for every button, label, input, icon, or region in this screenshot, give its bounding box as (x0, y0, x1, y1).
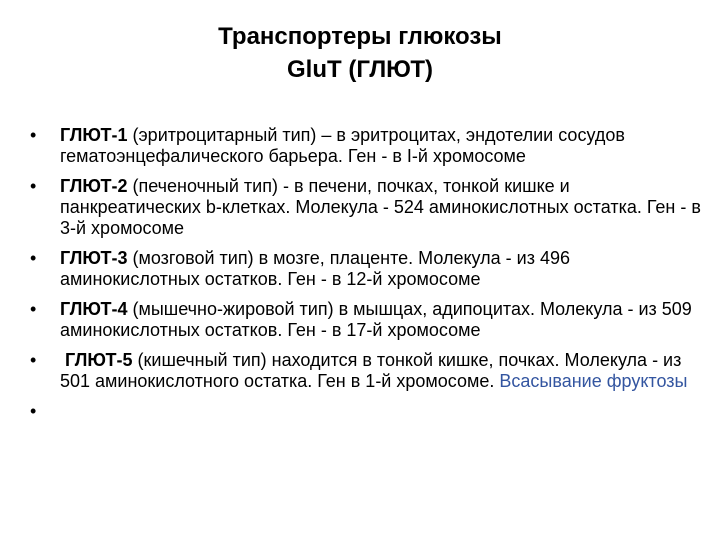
bullet-term: ГЛЮТ-2 (60, 176, 128, 196)
bullet-list (30, 125, 702, 431)
bullet-item-glut2 (30, 176, 702, 239)
bullet-dot-icon: • (30, 350, 37, 370)
bullet-item-glut1 (30, 125, 702, 167)
bullet-item-glut5 (30, 350, 702, 392)
bullet-dot-icon: • (30, 176, 37, 196)
bullet-term: ГЛЮТ-4 (60, 299, 128, 319)
bullet-text: (мозговой тип) в мозге, плаценте. Молекула - из 496 аминокислотных остатков. Ген - в 12-й хромосоме (60, 248, 570, 289)
bullet-item-empty (30, 401, 702, 422)
bullet-dot-icon: • (30, 401, 37, 421)
bullet-item-glut3 (30, 248, 702, 290)
slide-title (0, 20, 720, 86)
bullet-term: ГЛЮТ-1 (60, 125, 128, 145)
bullet-text: (печеночный тип) - в печени, почках, тонкой кишке и панкреатических b-клетках. Молекула - 524 аминокислотных остатка. Ген - в 3-й хромосоме (60, 176, 701, 238)
bullet-text: (эритроцитарный тип) – в эритроцитах, эндотелии сосудов гематоэнцефалического барьера. Ген - в I-й хромосоме (60, 125, 625, 166)
bullet-text: (кишечный тип) находится в тонкой кишке, почках. Молекула - из 501 аминокислотного остатка. Ген в 1-й хромосоме. (60, 350, 682, 391)
bullet-dot-icon: • (30, 299, 37, 319)
bullet-term: ГЛЮТ-5 (65, 350, 133, 370)
bullet-dot-icon: • (30, 125, 37, 145)
bullet-dot-icon: • (30, 248, 37, 268)
bullet-text: (мышечно-жировой тип) в мышцах, адипоцитах. Молекула - из 509 аминокислотных остатков. Ген - в 17-й хромосоме (60, 299, 692, 340)
title-line-1: Транспортеры глюкозы (218, 23, 502, 50)
fructose-absorption-note: Всасывание фруктозы (499, 371, 688, 391)
title-line-2: GluT (ГЛЮТ) (287, 56, 433, 83)
bullet-term: ГЛЮТ-3 (60, 248, 128, 268)
bullet-item-glut4 (30, 299, 702, 341)
